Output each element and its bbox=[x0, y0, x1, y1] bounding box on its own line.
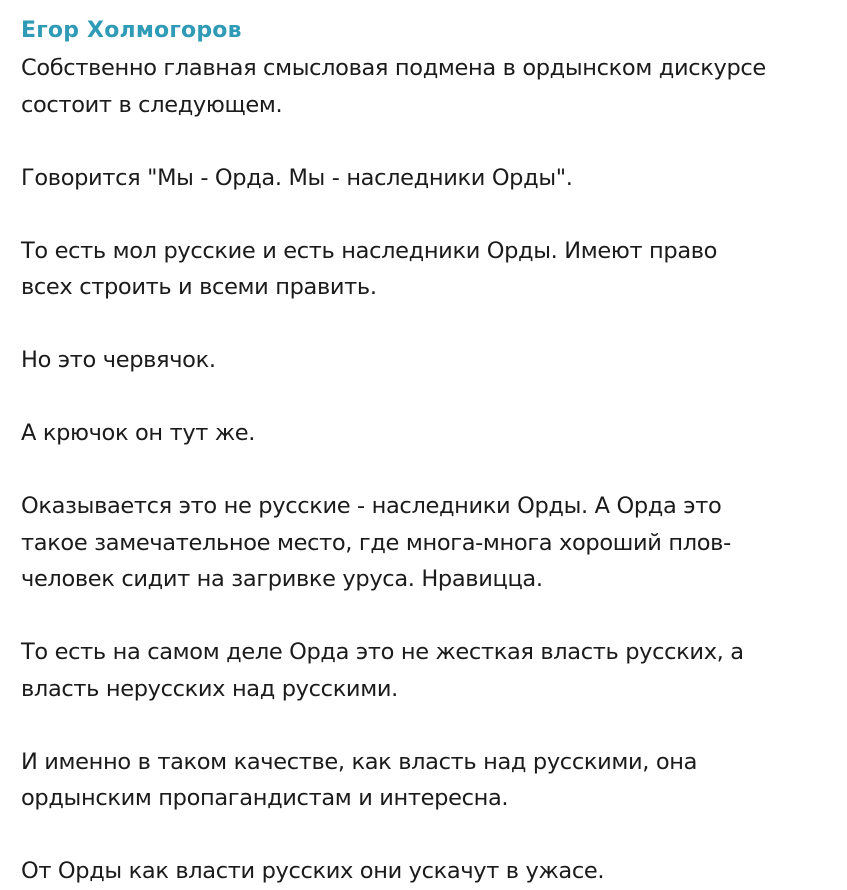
message-paragraph: От Орды как власти русских они ускачут в ужасе. bbox=[21, 858, 605, 884]
message-paragraph: Говорится "Мы - Орда. Мы - наследники Орды". bbox=[21, 164, 573, 191]
message-paragraph: А крючок он тут же. bbox=[21, 420, 256, 446]
message-text bbox=[21, 50, 847, 890]
message-paragraph: То есть мол русские и есть наследники Орды. Имеют право всех строить и всеми править. bbox=[21, 237, 718, 300]
message-paragraph: Но это червячок. bbox=[21, 347, 216, 373]
message-paragraph: Оказывается это не русские - наследники Орды. А Орда это такое замечательное место, где многа-многа хороший плов- человек сидит на загривке уруса. Нравицца. bbox=[21, 493, 731, 592]
message-paragraph: То есть на самом деле Орда это не жесткая власть русских, а власть нерусских над русскими. bbox=[21, 639, 744, 702]
author-name[interactable]: Егор Холмогоров bbox=[21, 18, 242, 43]
message-paragraph: И именно в таком качестве, как власть над русскими, она ордынским пропагандистам и интересна. bbox=[21, 748, 698, 811]
message-paragraph: Собственно главная смысловая подмена в ордынском дискурсе состоит в следующем. bbox=[21, 55, 766, 118]
